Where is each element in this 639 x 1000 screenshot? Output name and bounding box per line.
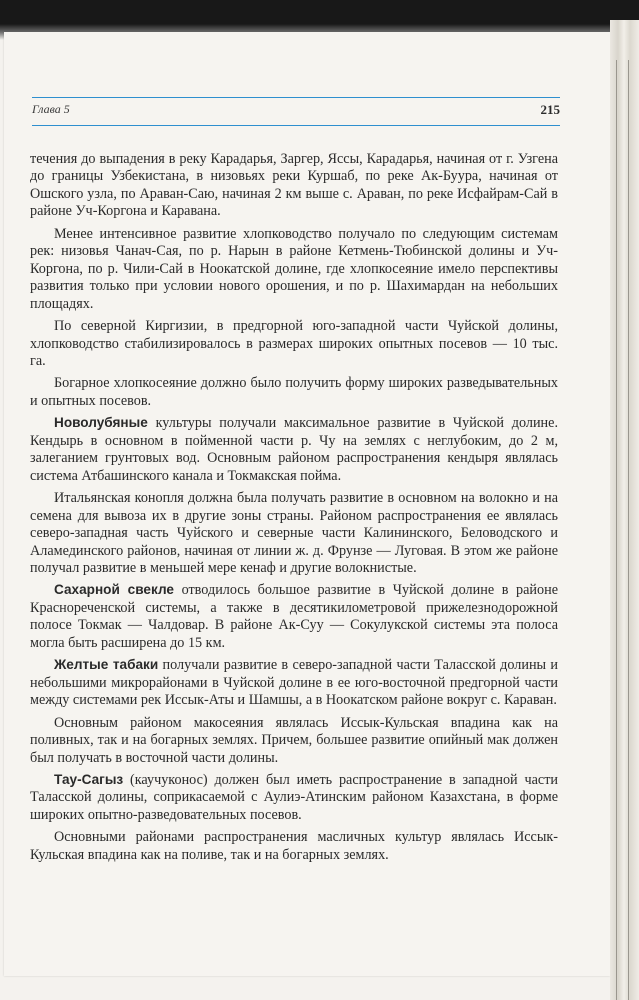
paragraph: По северной Киргизии, в предгорной юго-западной части Чуйской долины, хлопководство стабилизировалось в размерах широких опытных посевов — 10 тыс. га. (30, 318, 558, 369)
page-number: 215 (540, 102, 560, 117)
body-text (30, 150, 558, 868)
paragraph: Богарное хлопкосеяние должно было получить форму широких разведывательных и опытных посевов. (30, 375, 558, 409)
paragraph: течения до выпадения в реку Карадарья, Заргер, Яссы, Карадарья, начиная от г. Узгена до границы Узбекистана, в низовьях реки Куршаб, по реке Ак-Буура, начиная от Ошского узла, по Араван-Саю, начиная 2 км выше с. Араван, по реке Исфайрам-Сай в районе Уч-Коргона и Каравана. (30, 151, 558, 220)
bold-term: Сахарной свекле (54, 582, 174, 598)
bold-term: Желтые табаки (54, 657, 159, 673)
header-rule-bottom (32, 125, 560, 126)
bold-term: Новолубяные (54, 415, 148, 431)
bold-term: Тау-Сагыз (54, 771, 124, 787)
paragraph: Итальянская конопля должна была получать развитие в основном на волокно и на семена для вывоза их в другие зоны страны. Районом распространения ее являлась северо-западная часть Чуйского и северные части Калининского, Беловодского и Аламединского районов, начиная от линии ж. д. Фрунзе — Луговая. В этом же районе получал развитие в меньшей мере кенаф и другие волокнистые. (30, 490, 558, 576)
paragraph: Менее интенсивное развитие хлопководство получало по следующим системам рек: низовья Чанач-Сая, по р. Нарын в районе Кетмень-Тюбинской долины и Уч-Коргона, по р. Чили-Сай в Ноокатской долине, где хлопкосеяние имело перспективы развития только при условии нового орошения, и по р. Шахимардан на небольших площадях. (30, 225, 558, 312)
book-gutter (610, 20, 639, 1000)
paragraph: Желтые табаки получали развитие в северо-западной части Таласской долины и небольшими микрорайонами в Чуйской долине в ее юго-восточной предгорной части между системами рек Иссык-Аты и Шамшы, а в Ноокатском районе вокруг с. Караван. (30, 657, 559, 709)
chapter-label: Глава 5 (32, 102, 70, 116)
gutter-line (616, 60, 617, 1000)
paragraph: Новолубяные культуры получали максимальное развитие в Чуйской долине. Кендырь в основном в пойменной части р. Чу на землях с неглубоким, до 2 м, залеганием грунтовых вод. Основным районом распространения кендыря являлась система Атбашинского канала и Токмакская пойма. (30, 415, 558, 484)
paragraph: Основными районами распространения масличных культур являлась Иссык-Кульская впадина как на поливе, так и на богарных землях. (30, 829, 558, 863)
paragraph: Тау-Сагыз (каучуконос) должен был иметь распространение в западной части Таласской долины, соприкасаемой с Аулиэ-Атинским районом Казахстана, в форме широких опытно-разведовательных посевов. (30, 771, 558, 823)
running-header (32, 98, 560, 124)
paragraph: Сахарной свекле отводилось большое развитие в Чуйской долине в районе Краснореченской системы, а также в десятикилометровой прижелезнодорожной полосе Токмак — Чалдовар. В районе Ак-Суу — Сокулукской системы эта полоса могла быть расширена до 15 км. (30, 582, 558, 651)
gutter-line (628, 60, 629, 1000)
paragraph: Основным районом макосеяния являлась Иссык-Кульская впадина как на поливных, так и на богарных землях. Причем, большее развитие опийный мак должен был получать в восточной части долины. (30, 714, 558, 766)
